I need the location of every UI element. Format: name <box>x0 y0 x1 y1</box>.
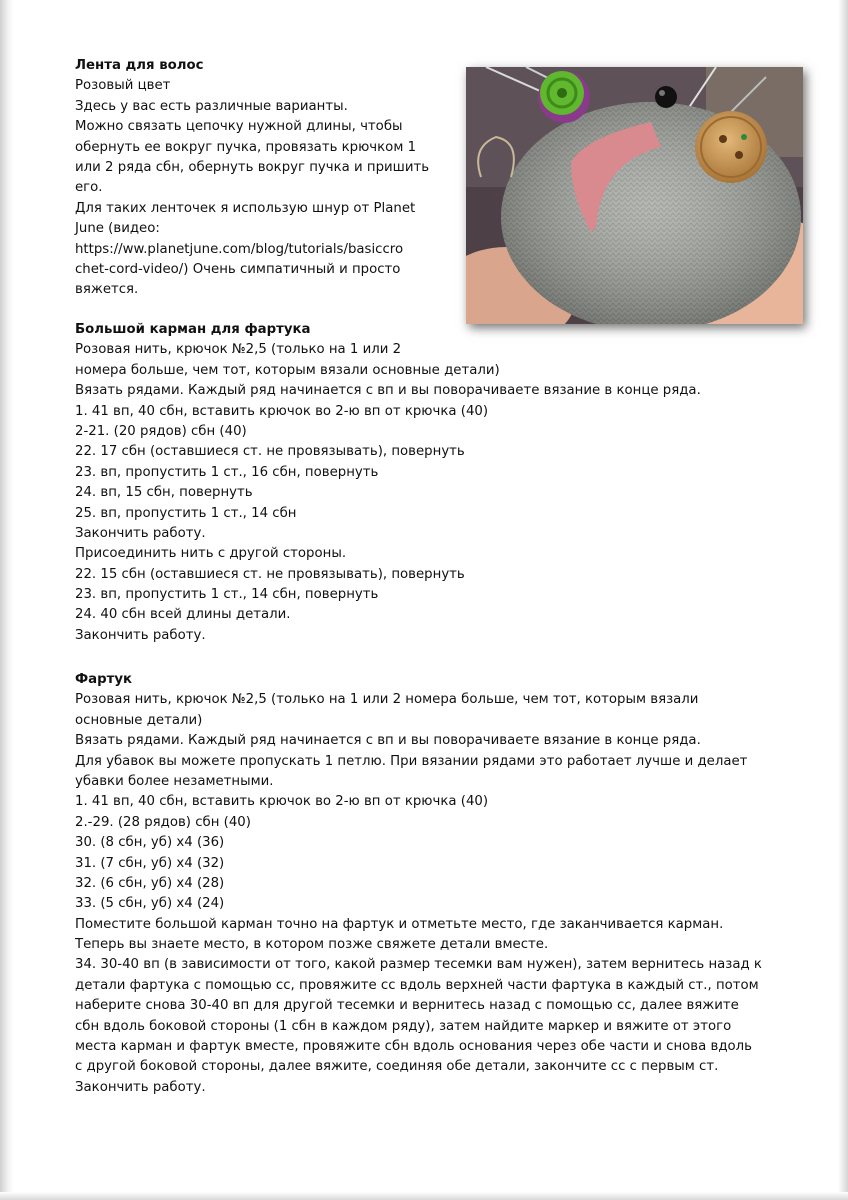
text-line: chet-cord-video/) Очень симпатичный и просто <box>75 261 401 277</box>
text-line: Присоединить нить с другой стороны. <box>75 546 347 562</box>
text-line: сбн вдоль боковой стороны (1 сбн в каждом ряду), затем найдите маркер и вяжите от этого <box>75 1018 732 1034</box>
pattern-row: 23. вп, пропустить 1 ст., 16 сбн, повернуть <box>75 464 379 480</box>
text-line: Можно связать цепочку нужной длины, чтобы <box>75 119 403 135</box>
text-line: с другой боковой стороны, далее вяжите, соединяя обе детали, закончите сс с первым ст. <box>75 1059 719 1075</box>
text-line: детали фартука с помощью сс, провяжите сс вдоль верхней части фартука в каждый ст., потом <box>75 977 759 993</box>
text-line: номера больше, чем тот, которым вязали основные детали) <box>75 362 500 378</box>
toy-photo-illustration <box>466 67 803 324</box>
text-line: Для убавок вы можете пропускать 1 петлю. При вязании рядами это работает лучше и делает <box>75 753 748 769</box>
text-line: Поместите большой карман точно на фартук и отметьте место, где заканчивается карман. <box>75 916 724 932</box>
section-title: Лента для волос <box>75 58 204 73</box>
text-line: места карман и фартук вместе, провяжите сбн вдоль основания через обе части и снова вдоль <box>75 1039 753 1055</box>
text-line: убавки более незаметными. <box>75 773 274 789</box>
page-left-edge <box>0 0 14 1200</box>
pattern-row: 31. (7 сбн, уб) х4 (32) <box>75 855 225 871</box>
text-line: Здесь у вас есть различные варианты. <box>75 98 348 114</box>
text-line: Вязать рядами. Каждый ряд начинается с вп и вы поворачиваете вязание в конце ряда. <box>75 733 701 749</box>
pattern-row: 1. 41 вп, 40 сбн, вставить крючок во 2-ю вп от крючка (40) <box>75 794 489 810</box>
text-line: June (видео: <box>75 221 160 237</box>
video-link-text: https://ww.planetjune.com/blog/tutorials/basiccro <box>75 241 404 257</box>
text-line: обернуть ее вокруг пучка, провязать крючком 1 <box>75 139 417 155</box>
section-title: Фартук <box>75 672 133 687</box>
section-big-pocket <box>75 320 701 646</box>
text-line: наберите снова 30-40 вп для другой тесемки и вернитесь назад с помощью сс, далее вяжите <box>75 998 739 1014</box>
page-right-edge <box>838 0 848 1200</box>
text-line: или 2 ряда сбн, обернуть вокруг пучка и пришить <box>75 159 430 175</box>
text-line: его. <box>75 180 103 196</box>
pattern-row: 34. 30-40 вп (в зависимости от того, какой размер тесемки вам нужен), затем вернитесь назад к <box>75 957 762 973</box>
section-title: Большой карман для фартука <box>75 322 311 337</box>
pattern-row: 24. вп, 15 сбн, повернуть <box>75 485 253 501</box>
pattern-row: 1. 41 вп, 40 сбн, вставить крючок во 2-ю вп от крючка (40) <box>75 403 489 419</box>
text-line: Теперь вы знаете место, в котором позже свяжете детали вместе. <box>75 937 549 953</box>
text-line: Розовая нить, крючок №2,5 (только на 1 или 2 номера больше, чем тот, которым вязали <box>75 692 699 708</box>
pattern-row: 25. вп, пропустить 1 ст., 14 сбн <box>75 505 297 521</box>
text-line: Закончить работу. <box>75 525 206 541</box>
text-line: Закончить работу. <box>75 1079 206 1095</box>
pattern-row: 30. (8 сбн, уб) х4 (36) <box>75 835 225 851</box>
pattern-row: 23. вп, пропустить 1 ст., 14 сбн, повернуть <box>75 587 379 603</box>
pattern-row: 24. 40 сбн всей длины детали. <box>75 607 291 623</box>
text-line: Закончить работу. <box>75 627 206 643</box>
pattern-row: 2.-29. (28 рядов) сбн (40) <box>75 814 251 830</box>
text-line: вяжется. <box>75 282 139 298</box>
page-bottom-edge <box>0 1192 848 1200</box>
section-hair-ribbon <box>75 56 429 301</box>
text-line: основные детали) <box>75 712 203 728</box>
pattern-row: 22. 17 сбн (оставшиеся ст. не провязывать), повернуть <box>75 444 465 460</box>
pattern-row: 32. (6 сбн, уб) х4 (28) <box>75 875 225 891</box>
section-apron <box>75 670 762 1098</box>
pattern-row: 22. 15 сбн (оставшиеся ст. не провязывать), повернуть <box>75 566 465 582</box>
text-line: Для таких ленточек я использую шнур от Planet <box>75 200 416 216</box>
text-line: Вязать рядами. Каждый ряд начинается с вп и вы поворачиваете вязание в конце ряда. <box>75 383 701 399</box>
text-line: Розовая нить, крючок №2,5 (только на 1 или 2 <box>75 342 402 358</box>
pattern-row: 33. (5 сбн, уб) х4 (24) <box>75 896 225 912</box>
text-line: Розовый цвет <box>75 78 171 94</box>
toy-photo <box>466 67 803 324</box>
pattern-row: 2-21. (20 рядов) сбн (40) <box>75 423 247 439</box>
